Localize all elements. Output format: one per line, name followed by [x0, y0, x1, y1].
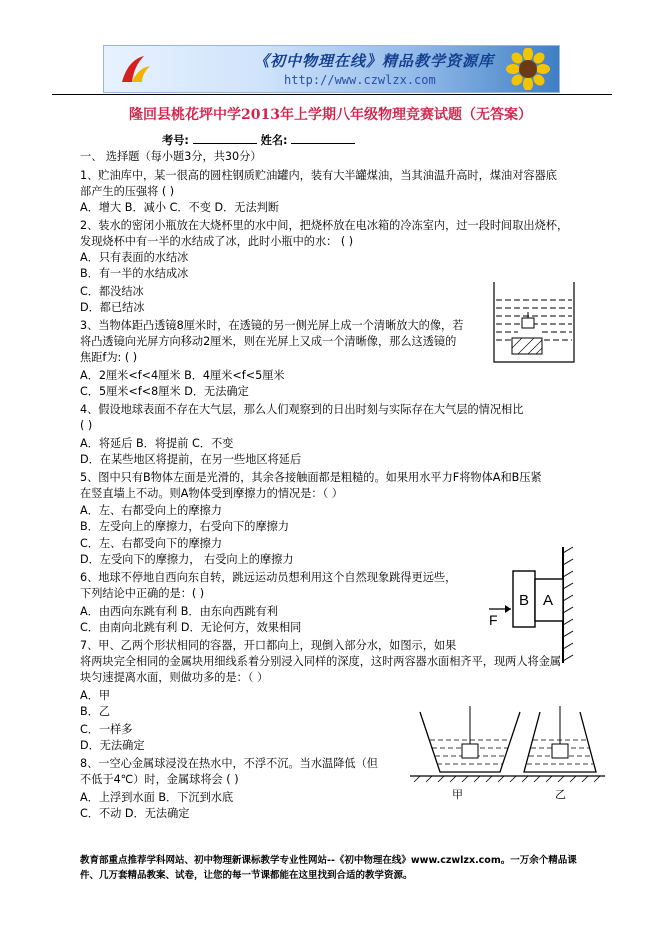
banner-title: 《初中物理在线》精品教学资源库 — [254, 52, 495, 70]
force-f-label: F — [489, 612, 498, 628]
sunflower-icon — [503, 48, 553, 90]
question-line: A．增大 B．减小 C．不变 D．无法判断 — [80, 201, 280, 214]
two-containers-figure — [400, 700, 610, 805]
question-line: A．只有表面的水结冰 — [80, 251, 189, 264]
question-line: 6、地球不停地自西向东自转，跳远运动员想利用这个自然现象跳得更远些， — [80, 571, 457, 584]
question-line: A．由西向东跳有利 B．由东向西跳有利 — [80, 605, 278, 618]
exam-no-label: 考号: — [162, 134, 189, 147]
question-line: B．左受向上的摩擦力，右受向下的摩擦力 — [80, 520, 290, 533]
question-line: A．将延后 B．将提前 C．不变 — [80, 437, 234, 450]
exam-header — [162, 131, 355, 149]
question-line: 8、一空心金属球浸没在热水中，不浮不沉。当水温降低（但 — [80, 757, 378, 770]
block-b-label: B — [519, 592, 530, 609]
question-line: 4、假设地球表面不存在大气层，那么人们观察到的日出时刻与实际存在大气层的情况相比 — [80, 403, 524, 416]
block-a-label: A — [543, 592, 554, 609]
question-line: D．左受向下的摩擦力， 右受向上的摩擦力 — [80, 553, 294, 566]
question-line: D．在某些地区将提前，在另一些地区将延后 — [80, 453, 302, 466]
question-line: C．左、右都受向下的摩擦力 — [80, 537, 223, 550]
question-line: 发现烧杯中有一半的水结成了冰，此时小瓶中的水： ( ) — [80, 235, 354, 248]
question-line: 3、当物体距凸透镜8厘米时，在透镜的另一侧光屏上成一个清晰放大的像，若 — [80, 319, 464, 332]
exam-no-field[interactable] — [193, 131, 257, 144]
question-line: 部产生的压强将 ( ) — [80, 185, 175, 198]
question-line: 1、贮油库中，某一很高的圆柱钢质贮油罐内，装有大半罐煤油，当其油温升高时，煤油对容器底 — [80, 169, 557, 182]
question-line: A．左、右都受向上的摩擦力 — [80, 504, 222, 517]
question-line: 7、甲、乙两个形状相同的容器，开口都向上，现倒入部分水，如图示，如果 — [80, 639, 457, 652]
question-line: 在竖直墙上不动。则A物体受到摩擦力的情况是：（ ） — [80, 487, 343, 500]
question-line: D．都已结冰 — [80, 301, 145, 314]
beaker-figure — [488, 278, 583, 368]
question-line: D．无法确定 — [80, 739, 145, 752]
question-line: A．2厘米<f<4厘米 B．4厘米<f<5厘米 — [80, 369, 285, 382]
question-line: A．上浮到水面 B．下沉到水底 — [80, 791, 234, 804]
question-line: 将两块完全相同的金属块用细线系着分别浸入同样的深度，这时两容器水面相齐平，现两人将金属 — [80, 655, 562, 668]
question-line: B．乙 — [80, 705, 111, 718]
section-heading: 一、 选择题（每小题3分，共30分） — [80, 150, 262, 163]
site-banner — [103, 45, 560, 93]
site-logo-icon — [118, 52, 152, 86]
question-line: 焦距f为: ( ) — [80, 351, 138, 364]
document-title: 隆回县桃花坪中学2013年上学期八年级物理竞赛试题（无答案） — [129, 107, 532, 123]
question-line: C．由南向北跳有利 D．无论何方，效果相同 — [80, 621, 302, 634]
force-blocks-figure — [485, 543, 580, 668]
question-line: 2、装水的密闭小瓶放在大烧杯里的水中间，把烧杯放在电冰箱的冷冻室内，过一段时间取出烧杯， — [80, 219, 569, 232]
header-rule — [52, 94, 612, 95]
container-jia-label: 甲 — [452, 789, 463, 801]
container-yi-label: 乙 — [555, 789, 566, 801]
page-footer: 教育部重点推荐学科网站、初中物理新课标教学专业性网站--《初中物理在线》www.czwlzx.com。一万余个精品课件、几万套精品教案、试卷，让您的每一节课都能在这里找到合适的教学资源。 — [80, 855, 577, 881]
question-line: ( ) — [80, 419, 93, 432]
banner-url[interactable]: http://www.czwlzx.com — [284, 73, 436, 87]
question-line: C．不动 D．无法确定 — [80, 807, 190, 820]
question-line: 下列结论中正确的是：( ) — [80, 587, 205, 600]
question-line: C．一样多 — [80, 723, 133, 736]
question-line: B．有一半的水结成冰 — [80, 267, 189, 280]
question-line: A．甲 — [80, 689, 111, 702]
question-line: 将凸透镜向光屏方向移动2厘米，则在光屏上又成一个清晰像，那么这透镜的 — [80, 335, 457, 348]
name-label: 姓名: — [260, 134, 288, 147]
question-line: 块匀速提离水面，则做功多的是：（ ） — [80, 671, 269, 684]
name-field[interactable] — [291, 131, 355, 144]
question-line: C．5厘米<f<8厘米 D．无法确定 — [80, 385, 249, 398]
question-line: 5、图中只有B物体左面是光滑的，其余各接触面都是粗糙的。如果用水平力F将物体A和B压紧 — [80, 471, 542, 484]
question-line: C．都没结冰 — [80, 285, 144, 298]
question-line: 不低于4℃）时，金属球将会 ( ) — [80, 773, 239, 786]
